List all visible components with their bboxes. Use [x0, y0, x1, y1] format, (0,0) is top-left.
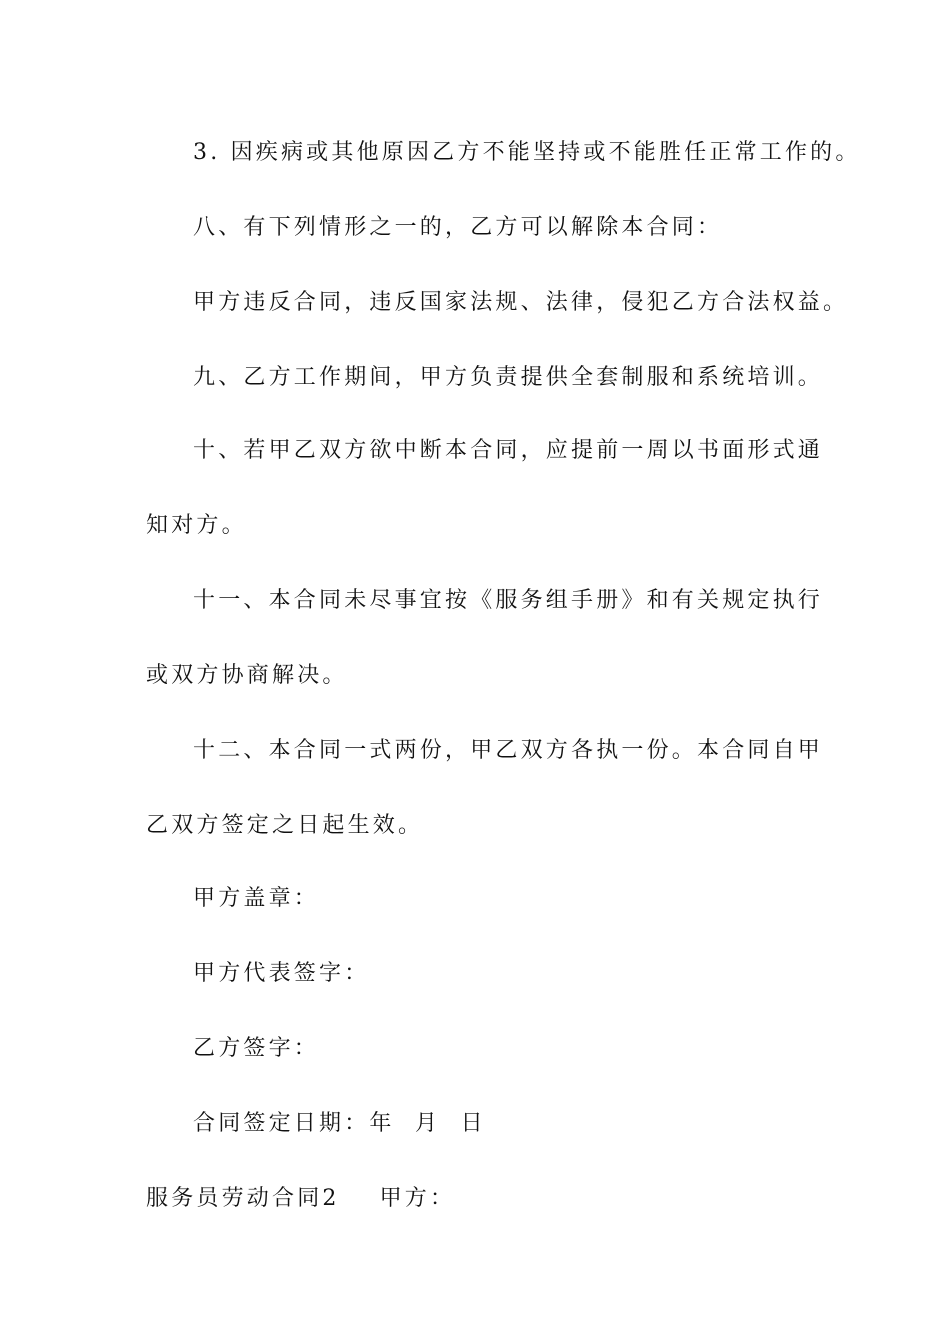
clause-9: 九、乙方工作期间，甲方负责提供全套制服和系统培训。	[193, 365, 824, 390]
clause-8-heading: 八、有下列情形之一的，乙方可以解除本合同：	[193, 215, 723, 240]
clause-12-line-2: 乙双方签定之日起生效。	[146, 813, 424, 838]
clause-11-line-1: 十一、本合同未尽事宜按《服务组手册》和有关规定执行	[193, 588, 824, 613]
next-contract-title: 服务员劳动合同2	[146, 1186, 340, 1211]
next-contract-line	[146, 1185, 455, 1213]
clause-10-line-1: 十、若甲乙双方欲中断本合同，应提前一周以书面形式通	[193, 438, 824, 463]
clause-11-line-2: 或双方协商解决。	[146, 663, 348, 688]
party-a-representative-signature-label: 甲方代表签字：	[193, 961, 370, 986]
party-a-seal-label: 甲方盖章：	[193, 886, 320, 911]
contract-date-label: 合同签定日期：年 月 日	[193, 1111, 486, 1136]
party-b-signature-label: 乙方签字：	[193, 1036, 320, 1061]
clause-7-item-3: 3. 因疾病或其他原因乙方不能坚持或不能胜任正常工作的。	[193, 140, 861, 165]
next-contract-party-a-label: 甲方：	[379, 1186, 456, 1211]
clause-10-line-2: 知对方。	[146, 513, 247, 538]
clause-8-condition: 甲方违反合同，违反国家法规、法律，侵犯乙方合法权益。	[193, 290, 849, 315]
clause-12-line-1: 十二、本合同一式两份，甲乙双方各执一份。本合同自甲	[193, 738, 824, 763]
